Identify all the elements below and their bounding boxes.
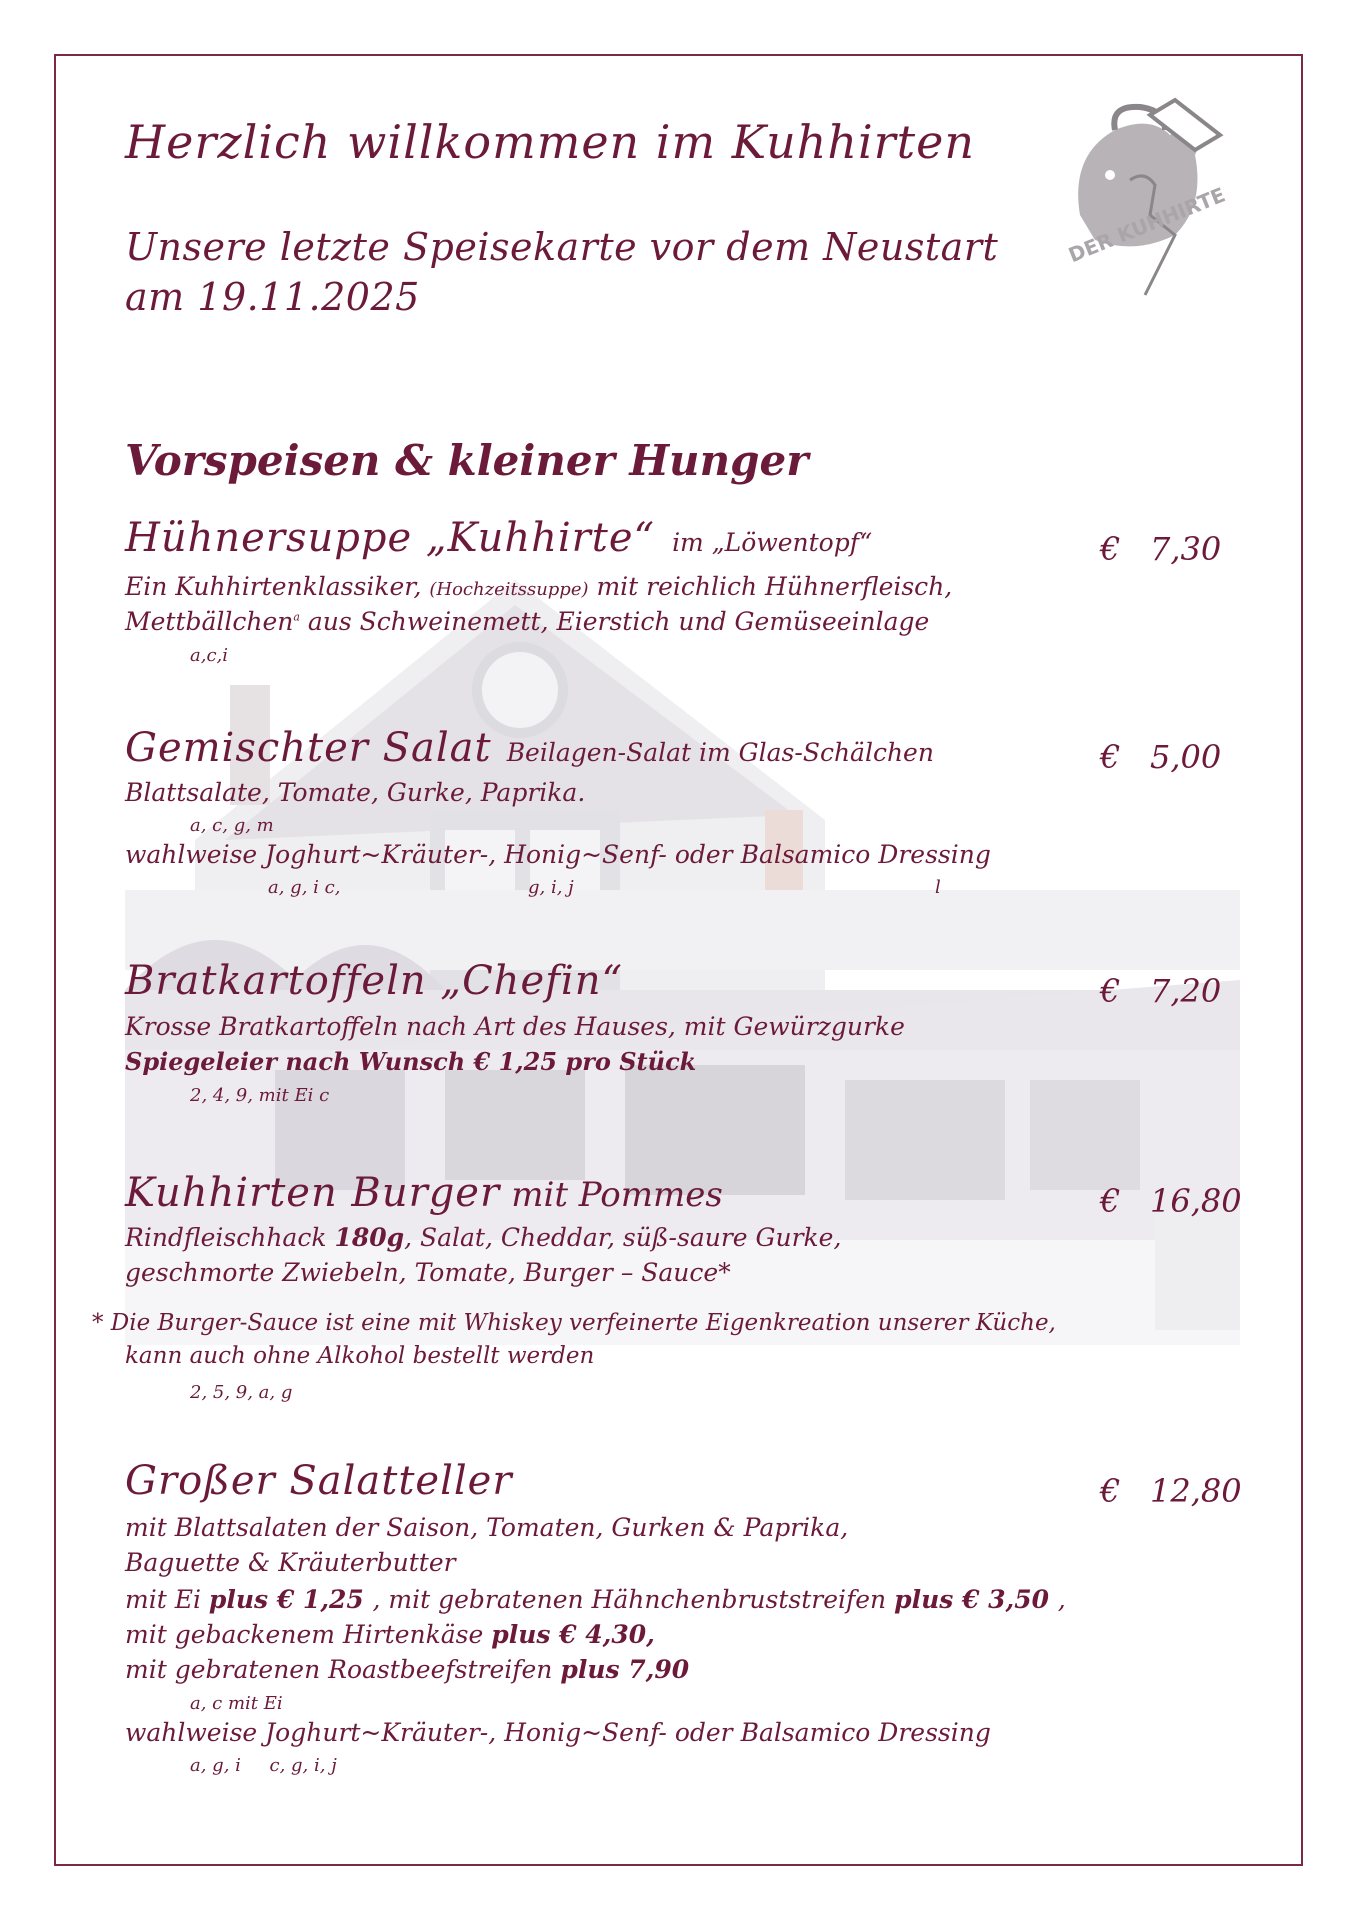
menu-item-extras: mit gebackenem Hirtenkäse plus € 4,30, xyxy=(125,1620,655,1649)
menu-item-description: Baguette & Kräuterbutter xyxy=(125,1548,456,1577)
menu-item-description: Krosse Bratkartoffeln nach Art des Hauses, mit Gewürzgurke xyxy=(125,1012,905,1041)
allergen-codes: g, i, j xyxy=(528,877,574,898)
allergen-codes: a, g, i c, g, i, j xyxy=(190,1755,337,1776)
menu-item-description: Ein Kuhhirtenklassiker, (Hochzeitssuppe) mit reichlich Hühnerfleisch, xyxy=(125,572,953,601)
menu-item-price: € 16,80 xyxy=(1100,1182,1242,1220)
menu-item-extras: mit gebratenen Roastbeefstreifen plus 7,90 xyxy=(125,1655,690,1684)
menu-item-description: mit Blattsalaten der Saison, Tomaten, Gurken & Paprika, xyxy=(125,1513,849,1542)
menu-item-description: Blattsalate, Tomate, Gurke, Paprika. xyxy=(125,778,586,807)
menu-item-name: Gemischter Salat Beilagen-Salat im Glas-Schälchen xyxy=(125,725,934,771)
menu-item-description: geschmorte Zwiebeln, Tomate, Burger – Sauce* xyxy=(125,1258,731,1287)
allergen-codes: l xyxy=(935,877,941,898)
allergen-codes: a, c, g, m xyxy=(190,815,274,836)
menu-item-name: Großer Salatteller xyxy=(125,1458,513,1504)
menu-item-description: Rindfleischhack 180g, Salat, Cheddar, süß-saure Gurke, xyxy=(125,1223,842,1252)
menu-item-description: Mettbällchen$^a$ aus Schweinemett, Eierstich und Gemüseeinlage xyxy=(125,607,930,636)
footnote: kann auch ohne Alkohol bestellt werden xyxy=(125,1343,595,1369)
subtitle-line-2: am 19.11.2025 xyxy=(125,275,420,319)
menu-item-name: Kuhhirten Burger mit Pommes xyxy=(125,1170,723,1216)
allergen-codes: a, g, i c, xyxy=(268,877,341,898)
menu-item-price: € 5,00 xyxy=(1100,738,1222,776)
subtitle-line-1: Unsere letzte Speisekarte vor dem Neustart xyxy=(125,225,999,269)
menu-item-description: wahlweise Joghurt~Kräuter-, Honig~Senf- oder Balsamico Dressing xyxy=(125,1718,991,1747)
allergen-codes: a, c mit Ei xyxy=(190,1693,283,1714)
section-title: Vorspeisen & kleiner Hunger xyxy=(125,436,809,485)
footnote: * Die Burger-Sauce ist eine mit Whiskey verfeinerte Eigenkreation unserer Küche, xyxy=(92,1310,1056,1336)
menu-item-price: € 12,80 xyxy=(1100,1472,1242,1510)
page-title: Herzlich willkommen im Kuhhirten xyxy=(125,115,976,169)
menu-item-price: € 7,30 xyxy=(1100,530,1222,568)
menu-item-description: wahlweise Joghurt~Kräuter-, Honig~Senf- oder Balsamico Dressing xyxy=(125,840,991,869)
logo-text: DER KUHHIRTE xyxy=(1065,182,1229,268)
menu-item-price: € 7,20 xyxy=(1100,972,1222,1010)
allergen-codes: 2, 4, 9, mit Ei c xyxy=(190,1085,330,1106)
menu-item-name: Hühnersuppe „Kuhhirte“ im „Löwentopf“ xyxy=(125,515,873,561)
allergen-codes: a,c,i xyxy=(190,645,229,666)
allergen-codes: 2, 5, 9, a, g xyxy=(190,1382,293,1403)
kuhhirte-logo xyxy=(1055,95,1245,310)
menu-item-extras: mit Ei plus € 1,25 , mit gebratenen Hähnchenbruststreifen plus € 3,50 , xyxy=(125,1585,1066,1614)
menu-item-name: Bratkartoffeln „Chefin“ xyxy=(125,958,623,1004)
menu-item-extra: Spiegeleier nach Wunsch € 1,25 pro Stück xyxy=(125,1047,697,1076)
